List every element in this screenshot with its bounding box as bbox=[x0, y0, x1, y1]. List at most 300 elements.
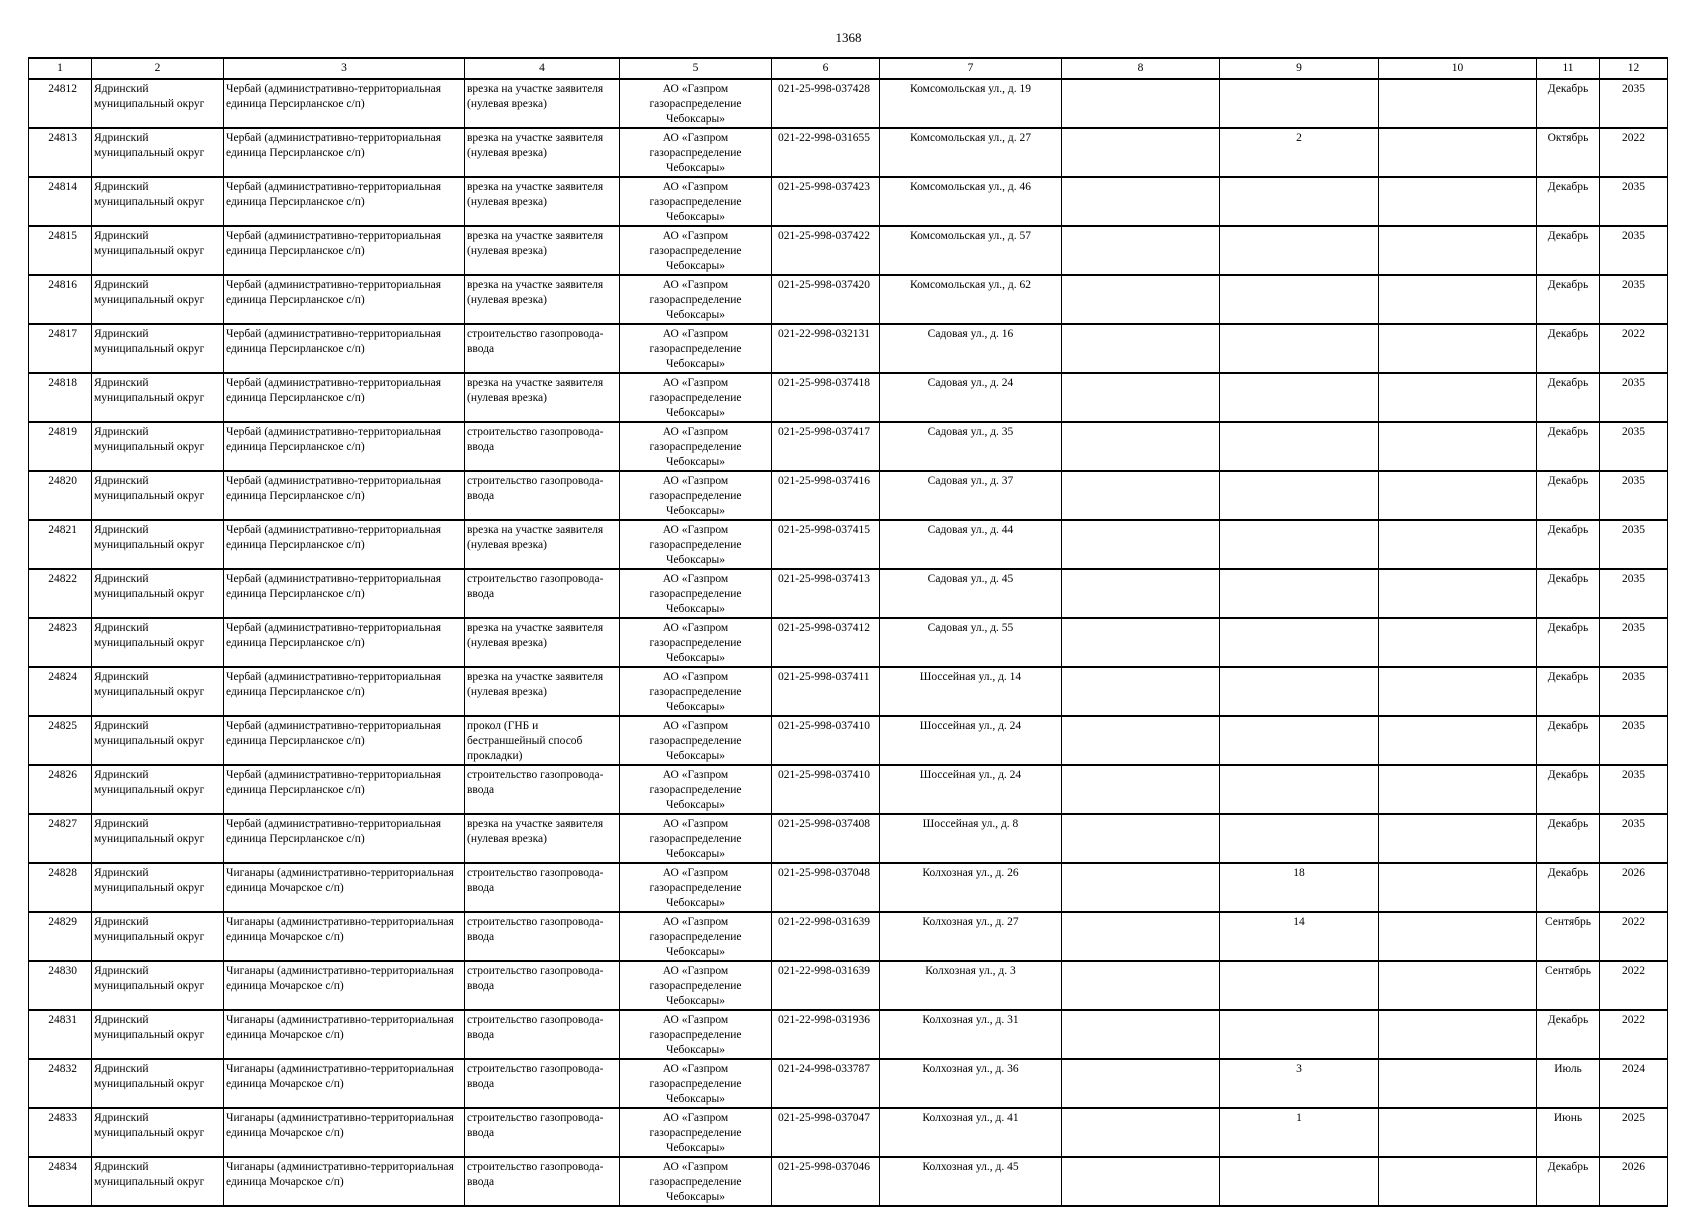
column-8-cell bbox=[1062, 324, 1220, 373]
address-cell: Комсомольская ул., д. 27 bbox=[880, 128, 1062, 177]
year-cell: 2035 bbox=[1600, 373, 1668, 422]
page-number: 1368 bbox=[835, 30, 862, 45]
connection-method-cell: врезка на участке заявителя (нулевая врезка) bbox=[465, 618, 620, 667]
district-cell: Ядринский муниципальный округ bbox=[92, 618, 224, 667]
row-number: 24826 bbox=[29, 765, 92, 814]
object-code-cell: 021-22-998-031936 bbox=[772, 1010, 880, 1059]
table-row bbox=[29, 373, 1668, 422]
district-cell: Ядринский муниципальный округ bbox=[92, 863, 224, 912]
column-9-cell: 18 bbox=[1220, 863, 1379, 912]
organization-cell: АО «Газпром газораспределение Чебоксары» bbox=[620, 79, 772, 128]
month-cell: Декабрь bbox=[1537, 716, 1600, 765]
address-cell: Колхозная ул., д. 45 bbox=[880, 1157, 1062, 1206]
year-cell: 2035 bbox=[1600, 667, 1668, 716]
gasification-register-table bbox=[28, 57, 1668, 1207]
column-header: 2 bbox=[92, 58, 224, 79]
month-cell: Сентябрь bbox=[1537, 961, 1600, 1010]
district-cell: Ядринский муниципальный округ bbox=[92, 765, 224, 814]
locality-cell: Чербай (административно-территориальная единица Персирланское с/п) bbox=[224, 177, 465, 226]
column-header: 11 bbox=[1537, 58, 1600, 79]
object-code-cell: 021-25-998-037410 bbox=[772, 716, 880, 765]
table-row bbox=[29, 520, 1668, 569]
address-cell: Садовая ул., д. 24 bbox=[880, 373, 1062, 422]
row-number: 24812 bbox=[29, 79, 92, 128]
month-cell: Декабрь bbox=[1537, 667, 1600, 716]
row-number: 24830 bbox=[29, 961, 92, 1010]
table-row bbox=[29, 324, 1668, 373]
organization-cell: АО «Газпром газораспределение Чебоксары» bbox=[620, 814, 772, 863]
year-cell: 2026 bbox=[1600, 863, 1668, 912]
column-10-cell bbox=[1379, 1108, 1537, 1157]
column-10-cell bbox=[1379, 422, 1537, 471]
district-cell: Ядринский муниципальный округ bbox=[92, 324, 224, 373]
organization-cell: АО «Газпром газораспределение Чебоксары» bbox=[620, 226, 772, 275]
column-9-cell bbox=[1220, 471, 1379, 520]
object-code-cell: 021-25-998-037428 bbox=[772, 79, 880, 128]
year-cell: 2024 bbox=[1600, 1059, 1668, 1108]
object-code-cell: 021-22-998-032131 bbox=[772, 324, 880, 373]
district-cell: Ядринский муниципальный округ bbox=[92, 1010, 224, 1059]
column-10-cell bbox=[1379, 961, 1537, 1010]
column-10-cell bbox=[1379, 324, 1537, 373]
month-cell: Декабрь bbox=[1537, 1010, 1600, 1059]
column-8-cell bbox=[1062, 618, 1220, 667]
connection-method-cell: строительство газопровода-ввода bbox=[465, 569, 620, 618]
column-8-cell bbox=[1062, 128, 1220, 177]
column-8-cell bbox=[1062, 177, 1220, 226]
district-cell: Ядринский муниципальный округ bbox=[92, 1108, 224, 1157]
locality-cell: Чербай (административно-территориальная единица Персирланское с/п) bbox=[224, 275, 465, 324]
object-code-cell: 021-25-998-037418 bbox=[772, 373, 880, 422]
locality-cell: Чиганары (административно-территориальная единица Мочарское с/п) bbox=[224, 912, 465, 961]
organization-cell: АО «Газпром газораспределение Чебоксары» bbox=[620, 618, 772, 667]
connection-method-cell: строительство газопровода-ввода bbox=[465, 471, 620, 520]
organization-cell: АО «Газпром газораспределение Чебоксары» bbox=[620, 1010, 772, 1059]
column-8-cell bbox=[1062, 1108, 1220, 1157]
organization-cell: АО «Газпром газораспределение Чебоксары» bbox=[620, 520, 772, 569]
address-cell: Шоссейная ул., д. 24 bbox=[880, 765, 1062, 814]
object-code-cell: 021-25-998-037047 bbox=[772, 1108, 880, 1157]
column-header: 4 bbox=[465, 58, 620, 79]
month-cell: Декабрь bbox=[1537, 1157, 1600, 1206]
object-code-cell: 021-22-998-031639 bbox=[772, 912, 880, 961]
locality-cell: Чербай (административно-территориальная единица Персирланское с/п) bbox=[224, 471, 465, 520]
month-cell: Декабрь bbox=[1537, 275, 1600, 324]
column-8-cell bbox=[1062, 814, 1220, 863]
locality-cell: Чербай (административно-территориальная единица Персирланское с/п) bbox=[224, 128, 465, 177]
table-row bbox=[29, 1108, 1668, 1157]
connection-method-cell: врезка на участке заявителя (нулевая врезка) bbox=[465, 814, 620, 863]
column-9-cell bbox=[1220, 961, 1379, 1010]
column-9-cell bbox=[1220, 814, 1379, 863]
column-header: 8 bbox=[1062, 58, 1220, 79]
column-10-cell bbox=[1379, 226, 1537, 275]
connection-method-cell: врезка на участке заявителя (нулевая врезка) bbox=[465, 177, 620, 226]
row-number: 24827 bbox=[29, 814, 92, 863]
year-cell: 2035 bbox=[1600, 520, 1668, 569]
district-cell: Ядринский муниципальный округ bbox=[92, 716, 224, 765]
column-10-cell bbox=[1379, 471, 1537, 520]
column-9-cell bbox=[1220, 1010, 1379, 1059]
address-cell: Комсомольская ул., д. 57 bbox=[880, 226, 1062, 275]
row-number: 24833 bbox=[29, 1108, 92, 1157]
year-cell: 2035 bbox=[1600, 765, 1668, 814]
locality-cell: Чербай (административно-территориальная единица Персирланское с/п) bbox=[224, 373, 465, 422]
district-cell: Ядринский муниципальный округ bbox=[92, 1157, 224, 1206]
column-8-cell bbox=[1062, 912, 1220, 961]
object-code-cell: 021-25-998-037415 bbox=[772, 520, 880, 569]
column-8-cell bbox=[1062, 716, 1220, 765]
header-row bbox=[29, 58, 1668, 79]
table-row bbox=[29, 569, 1668, 618]
locality-cell: Чиганары (административно-территориальная единица Мочарское с/п) bbox=[224, 1010, 465, 1059]
address-cell: Садовая ул., д. 37 bbox=[880, 471, 1062, 520]
column-9-cell bbox=[1220, 324, 1379, 373]
address-cell: Колхозная ул., д. 41 bbox=[880, 1108, 1062, 1157]
organization-cell: АО «Газпром газораспределение Чебоксары» bbox=[620, 912, 772, 961]
column-header: 5 bbox=[620, 58, 772, 79]
row-number: 24828 bbox=[29, 863, 92, 912]
column-10-cell bbox=[1379, 569, 1537, 618]
column-10-cell bbox=[1379, 716, 1537, 765]
month-cell: Декабрь bbox=[1537, 471, 1600, 520]
object-code-cell: 021-25-998-037048 bbox=[772, 863, 880, 912]
organization-cell: АО «Газпром газораспределение Чебоксары» bbox=[620, 863, 772, 912]
organization-cell: АО «Газпром газораспределение Чебоксары» bbox=[620, 1108, 772, 1157]
column-header: 1 bbox=[29, 58, 92, 79]
year-cell: 2026 bbox=[1600, 1157, 1668, 1206]
year-cell: 2022 bbox=[1600, 1010, 1668, 1059]
month-cell: Декабрь bbox=[1537, 863, 1600, 912]
locality-cell: Чербай (административно-территориальная единица Персирланское с/п) bbox=[224, 520, 465, 569]
connection-method-cell: врезка на участке заявителя (нулевая врезка) bbox=[465, 128, 620, 177]
connection-method-cell: врезка на участке заявителя (нулевая врезка) bbox=[465, 373, 620, 422]
connection-method-cell: строительство газопровода-ввода bbox=[465, 1059, 620, 1108]
column-10-cell bbox=[1379, 1157, 1537, 1206]
month-cell: Декабрь bbox=[1537, 765, 1600, 814]
month-cell: Октябрь bbox=[1537, 128, 1600, 177]
table-row bbox=[29, 1010, 1668, 1059]
table-row bbox=[29, 177, 1668, 226]
row-number: 24821 bbox=[29, 520, 92, 569]
district-cell: Ядринский муниципальный округ bbox=[92, 373, 224, 422]
address-cell: Комсомольская ул., д. 62 bbox=[880, 275, 1062, 324]
year-cell: 2025 bbox=[1600, 1108, 1668, 1157]
connection-method-cell: строительство газопровода-ввода bbox=[465, 863, 620, 912]
district-cell: Ядринский муниципальный округ bbox=[92, 912, 224, 961]
row-number: 24823 bbox=[29, 618, 92, 667]
locality-cell: Чиганары (административно-территориальная единица Мочарское с/п) bbox=[224, 863, 465, 912]
row-number: 24834 bbox=[29, 1157, 92, 1206]
column-10-cell bbox=[1379, 912, 1537, 961]
column-header: 7 bbox=[880, 58, 1062, 79]
column-header: 3 bbox=[224, 58, 465, 79]
column-8-cell bbox=[1062, 79, 1220, 128]
district-cell: Ядринский муниципальный округ bbox=[92, 422, 224, 471]
organization-cell: АО «Газпром газораспределение Чебоксары» bbox=[620, 1059, 772, 1108]
table-row bbox=[29, 863, 1668, 912]
locality-cell: Чиганары (административно-территориальная единица Мочарское с/п) bbox=[224, 961, 465, 1010]
month-cell: Декабрь bbox=[1537, 618, 1600, 667]
year-cell: 2035 bbox=[1600, 814, 1668, 863]
year-cell: 2035 bbox=[1600, 618, 1668, 667]
month-cell: Декабрь bbox=[1537, 373, 1600, 422]
year-cell: 2022 bbox=[1600, 324, 1668, 373]
district-cell: Ядринский муниципальный округ bbox=[92, 961, 224, 1010]
column-8-cell bbox=[1062, 569, 1220, 618]
district-cell: Ядринский муниципальный округ bbox=[92, 177, 224, 226]
column-header: 10 bbox=[1379, 58, 1537, 79]
month-cell: Декабрь bbox=[1537, 814, 1600, 863]
row-number: 24816 bbox=[29, 275, 92, 324]
column-10-cell bbox=[1379, 618, 1537, 667]
address-cell: Колхозная ул., д. 36 bbox=[880, 1059, 1062, 1108]
year-cell: 2035 bbox=[1600, 569, 1668, 618]
row-number: 24825 bbox=[29, 716, 92, 765]
table-row bbox=[29, 912, 1668, 961]
table-row bbox=[29, 79, 1668, 128]
connection-method-cell: строительство газопровода-ввода bbox=[465, 1157, 620, 1206]
table-row bbox=[29, 814, 1668, 863]
row-number: 24814 bbox=[29, 177, 92, 226]
row-number: 24832 bbox=[29, 1059, 92, 1108]
year-cell: 2022 bbox=[1600, 912, 1668, 961]
month-cell: Июль bbox=[1537, 1059, 1600, 1108]
row-number: 24831 bbox=[29, 1010, 92, 1059]
locality-cell: Чербай (административно-территориальная единица Персирланское с/п) bbox=[224, 569, 465, 618]
locality-cell: Чербай (административно-территориальная единица Персирланское с/п) bbox=[224, 667, 465, 716]
locality-cell: Чиганары (административно-территориальная единица Мочарское с/п) bbox=[224, 1108, 465, 1157]
year-cell: 2035 bbox=[1600, 226, 1668, 275]
district-cell: Ядринский муниципальный округ bbox=[92, 667, 224, 716]
column-10-cell bbox=[1379, 814, 1537, 863]
district-cell: Ядринский муниципальный округ bbox=[92, 569, 224, 618]
district-cell: Ядринский муниципальный округ bbox=[92, 128, 224, 177]
month-cell: Декабрь bbox=[1537, 520, 1600, 569]
column-10-cell bbox=[1379, 765, 1537, 814]
column-8-cell bbox=[1062, 765, 1220, 814]
address-cell: Комсомольская ул., д. 46 bbox=[880, 177, 1062, 226]
column-10-cell bbox=[1379, 79, 1537, 128]
year-cell: 2035 bbox=[1600, 177, 1668, 226]
organization-cell: АО «Газпром газораспределение Чебоксары» bbox=[620, 765, 772, 814]
column-10-cell bbox=[1379, 520, 1537, 569]
row-number: 24815 bbox=[29, 226, 92, 275]
locality-cell: Чербай (административно-территориальная единица Персирланское с/п) bbox=[224, 618, 465, 667]
column-9-cell: 1 bbox=[1220, 1108, 1379, 1157]
connection-method-cell: врезка на участке заявителя (нулевая врезка) bbox=[465, 520, 620, 569]
column-9-cell bbox=[1220, 275, 1379, 324]
column-9-cell bbox=[1220, 226, 1379, 275]
month-cell: Декабрь bbox=[1537, 177, 1600, 226]
column-9-cell: 14 bbox=[1220, 912, 1379, 961]
column-8-cell bbox=[1062, 373, 1220, 422]
organization-cell: АО «Газпром газораспределение Чебоксары» bbox=[620, 324, 772, 373]
row-number: 24819 bbox=[29, 422, 92, 471]
organization-cell: АО «Газпром газораспределение Чебоксары» bbox=[620, 1157, 772, 1206]
locality-cell: Чиганары (административно-территориальная единица Мочарское с/п) bbox=[224, 1059, 465, 1108]
column-9-cell bbox=[1220, 667, 1379, 716]
table-row bbox=[29, 667, 1668, 716]
table-row bbox=[29, 961, 1668, 1010]
locality-cell: Чербай (административно-территориальная единица Персирланское с/п) bbox=[224, 765, 465, 814]
column-header: 9 bbox=[1220, 58, 1379, 79]
district-cell: Ядринский муниципальный округ bbox=[92, 226, 224, 275]
organization-cell: АО «Газпром газораспределение Чебоксары» bbox=[620, 667, 772, 716]
row-number: 24820 bbox=[29, 471, 92, 520]
object-code-cell: 021-25-998-037416 bbox=[772, 471, 880, 520]
year-cell: 2035 bbox=[1600, 716, 1668, 765]
locality-cell: Чербай (административно-территориальная единица Персирланское с/п) bbox=[224, 79, 465, 128]
table-row bbox=[29, 1059, 1668, 1108]
column-10-cell bbox=[1379, 128, 1537, 177]
connection-method-cell: врезка на участке заявителя (нулевая врезка) bbox=[465, 79, 620, 128]
address-cell: Колхозная ул., д. 31 bbox=[880, 1010, 1062, 1059]
address-cell: Шоссейная ул., д. 24 bbox=[880, 716, 1062, 765]
column-9-cell bbox=[1220, 79, 1379, 128]
table-row bbox=[29, 422, 1668, 471]
year-cell: 2022 bbox=[1600, 961, 1668, 1010]
row-number: 24813 bbox=[29, 128, 92, 177]
organization-cell: АО «Газпром газораспределение Чебоксары» bbox=[620, 569, 772, 618]
locality-cell: Чиганары (административно-территориальная единица Мочарское с/п) bbox=[224, 1157, 465, 1206]
district-cell: Ядринский муниципальный округ bbox=[92, 275, 224, 324]
object-code-cell: 021-25-998-037412 bbox=[772, 618, 880, 667]
column-8-cell bbox=[1062, 863, 1220, 912]
column-9-cell bbox=[1220, 618, 1379, 667]
connection-method-cell: строительство газопровода-ввода bbox=[465, 324, 620, 373]
column-8-cell bbox=[1062, 422, 1220, 471]
year-cell: 2035 bbox=[1600, 275, 1668, 324]
connection-method-cell: прокол (ГНБ и бестраншейный способ прокладки) bbox=[465, 716, 620, 765]
organization-cell: АО «Газпром газораспределение Чебоксары» bbox=[620, 716, 772, 765]
object-code-cell: 021-25-998-037422 bbox=[772, 226, 880, 275]
column-9-cell bbox=[1220, 520, 1379, 569]
column-header: 12 bbox=[1600, 58, 1668, 79]
column-8-cell bbox=[1062, 1010, 1220, 1059]
column-8-cell bbox=[1062, 226, 1220, 275]
column-9-cell: 3 bbox=[1220, 1059, 1379, 1108]
table-row bbox=[29, 275, 1668, 324]
object-code-cell: 021-25-998-037408 bbox=[772, 814, 880, 863]
column-9-cell bbox=[1220, 765, 1379, 814]
connection-method-cell: строительство газопровода-ввода bbox=[465, 961, 620, 1010]
address-cell: Колхозная ул., д. 27 bbox=[880, 912, 1062, 961]
table-row bbox=[29, 226, 1668, 275]
connection-method-cell: врезка на участке заявителя (нулевая врезка) bbox=[465, 667, 620, 716]
month-cell: Сентябрь bbox=[1537, 912, 1600, 961]
month-cell: Декабрь bbox=[1537, 79, 1600, 128]
object-code-cell: 021-24-998-033787 bbox=[772, 1059, 880, 1108]
address-cell: Садовая ул., д. 16 bbox=[880, 324, 1062, 373]
row-number: 24824 bbox=[29, 667, 92, 716]
column-8-cell bbox=[1062, 1059, 1220, 1108]
table-row bbox=[29, 618, 1668, 667]
organization-cell: АО «Газпром газораспределение Чебоксары» bbox=[620, 373, 772, 422]
column-9-cell bbox=[1220, 1157, 1379, 1206]
object-code-cell: 021-22-998-031639 bbox=[772, 961, 880, 1010]
locality-cell: Чербай (административно-территориальная единица Персирланское с/п) bbox=[224, 226, 465, 275]
district-cell: Ядринский муниципальный округ bbox=[92, 471, 224, 520]
year-cell: 2022 bbox=[1600, 128, 1668, 177]
year-cell: 2035 bbox=[1600, 422, 1668, 471]
connection-method-cell: строительство газопровода-ввода bbox=[465, 765, 620, 814]
address-cell: Садовая ул., д. 55 bbox=[880, 618, 1062, 667]
organization-cell: АО «Газпром газораспределение Чебоксары» bbox=[620, 128, 772, 177]
connection-method-cell: строительство газопровода-ввода bbox=[465, 912, 620, 961]
table-row bbox=[29, 716, 1668, 765]
column-9-cell bbox=[1220, 373, 1379, 422]
district-cell: Ядринский муниципальный округ bbox=[92, 520, 224, 569]
column-9-cell bbox=[1220, 569, 1379, 618]
row-number: 24822 bbox=[29, 569, 92, 618]
column-8-cell bbox=[1062, 520, 1220, 569]
address-cell: Колхозная ул., д. 3 bbox=[880, 961, 1062, 1010]
address-cell: Шоссейная ул., д. 8 bbox=[880, 814, 1062, 863]
month-cell: Декабрь bbox=[1537, 226, 1600, 275]
column-8-cell bbox=[1062, 667, 1220, 716]
connection-method-cell: строительство газопровода-ввода bbox=[465, 1108, 620, 1157]
district-cell: Ядринский муниципальный округ bbox=[92, 814, 224, 863]
connection-method-cell: строительство газопровода-ввода bbox=[465, 1010, 620, 1059]
table-row bbox=[29, 765, 1668, 814]
column-10-cell bbox=[1379, 373, 1537, 422]
column-9-cell bbox=[1220, 716, 1379, 765]
locality-cell: Чербай (административно-территориальная единица Персирланское с/п) bbox=[224, 814, 465, 863]
object-code-cell: 021-25-998-037423 bbox=[772, 177, 880, 226]
column-10-cell bbox=[1379, 275, 1537, 324]
address-cell: Садовая ул., д. 45 bbox=[880, 569, 1062, 618]
address-cell: Садовая ул., д. 44 bbox=[880, 520, 1062, 569]
object-code-cell: 021-25-998-037411 bbox=[772, 667, 880, 716]
column-8-cell bbox=[1062, 961, 1220, 1010]
locality-cell: Чербай (административно-территориальная единица Персирланское с/п) bbox=[224, 324, 465, 373]
column-header: 6 bbox=[772, 58, 880, 79]
column-10-cell bbox=[1379, 667, 1537, 716]
column-9-cell: 2 bbox=[1220, 128, 1379, 177]
column-8-cell bbox=[1062, 471, 1220, 520]
organization-cell: АО «Газпром газораспределение Чебоксары» bbox=[620, 275, 772, 324]
table-row bbox=[29, 1157, 1668, 1206]
month-cell: Декабрь bbox=[1537, 422, 1600, 471]
column-8-cell bbox=[1062, 275, 1220, 324]
district-cell: Ядринский муниципальный округ bbox=[92, 1059, 224, 1108]
object-code-cell: 021-25-998-037046 bbox=[772, 1157, 880, 1206]
column-9-cell bbox=[1220, 422, 1379, 471]
address-cell: Колхозная ул., д. 26 bbox=[880, 863, 1062, 912]
object-code-cell: 021-22-998-031655 bbox=[772, 128, 880, 177]
table-row bbox=[29, 471, 1668, 520]
locality-cell: Чербай (административно-территориальная единица Персирланское с/п) bbox=[224, 716, 465, 765]
column-9-cell bbox=[1220, 177, 1379, 226]
organization-cell: АО «Газпром газораспределение Чебоксары» bbox=[620, 422, 772, 471]
address-cell: Садовая ул., д. 35 bbox=[880, 422, 1062, 471]
connection-method-cell: врезка на участке заявителя (нулевая врезка) bbox=[465, 275, 620, 324]
object-code-cell: 021-25-998-037417 bbox=[772, 422, 880, 471]
month-cell: Декабрь bbox=[1537, 569, 1600, 618]
object-code-cell: 021-25-998-037413 bbox=[772, 569, 880, 618]
column-10-cell bbox=[1379, 863, 1537, 912]
row-number: 24829 bbox=[29, 912, 92, 961]
month-cell: Декабрь bbox=[1537, 324, 1600, 373]
year-cell: 2035 bbox=[1600, 471, 1668, 520]
organization-cell: АО «Газпром газораспределение Чебоксары» bbox=[620, 961, 772, 1010]
address-cell: Шоссейная ул., д. 14 bbox=[880, 667, 1062, 716]
row-number: 24818 bbox=[29, 373, 92, 422]
column-10-cell bbox=[1379, 177, 1537, 226]
column-10-cell bbox=[1379, 1059, 1537, 1108]
address-cell: Комсомольская ул., д. 19 bbox=[880, 79, 1062, 128]
